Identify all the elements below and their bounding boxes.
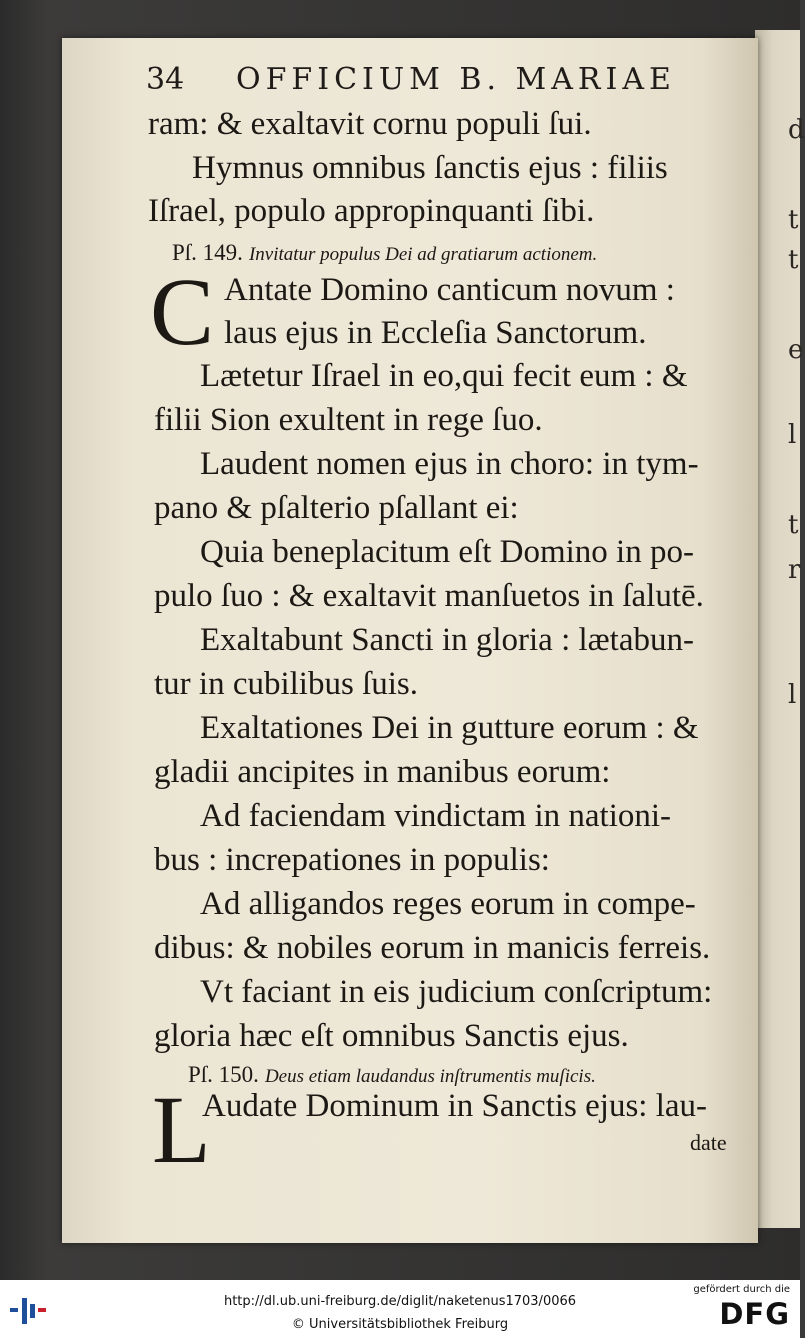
- facing-page-glyph: e: [788, 335, 804, 365]
- text-line: laus ejus in Eccleſia Sanctorum.: [224, 315, 647, 351]
- facing-page-glyph: l: [788, 420, 797, 450]
- psalm-caption: [172, 240, 597, 266]
- text-line: Laudent nomen ejus in choro: in tym-: [200, 446, 699, 482]
- running-head: [146, 62, 736, 102]
- text-line: ram: & exaltavit cornu populi ſui.: [148, 106, 592, 142]
- page-number: 34: [146, 62, 185, 97]
- psalm-caption: [188, 1062, 596, 1088]
- text-line: dibus: & nobiles eorum in manicis ferreis.: [154, 930, 711, 966]
- text-line: Vt faciant in eis judicium conſcriptum:: [200, 974, 713, 1010]
- permalink-url[interactable]: http://dl.ub.uni-freiburg.de/diglit/naketenus1703/0066: [223, 1294, 577, 1309]
- dfg-logo: DFG: [719, 1297, 790, 1331]
- text-line: Iſrael, populo appropinquanti ſibi.: [148, 193, 595, 229]
- facing-page-glyph: t: [788, 510, 799, 540]
- text-line: Ad alligandos reges eorum in compe-: [200, 886, 696, 922]
- text-line: Audate Dominum in Sanctis ejus: lau-: [202, 1088, 708, 1124]
- catchword: date: [690, 1130, 727, 1155]
- text-line: gladii ancipites in manibus eorum:: [154, 754, 611, 790]
- psalm-summary: Deus etiam laudandus inſtrumentis muſicis.: [264, 1066, 596, 1087]
- text-line: tur in cubilibus ſuis.: [154, 666, 418, 702]
- psalm-summary: Invitatur populus Dei ad gratiarum actionem.: [248, 244, 598, 265]
- psalm-number: Pſ. 149.: [172, 240, 243, 265]
- text-line: Ad faciendam vindictam in nationi-: [200, 798, 672, 834]
- facing-page-glyph: r: [788, 555, 801, 585]
- text-line: Exaltationes Dei in gutture eorum : &: [200, 710, 699, 746]
- viewer-footer: [0, 1280, 800, 1338]
- running-head-title: OFFICIUM B. MARIAE: [236, 62, 676, 97]
- copyright-notice: © Universitätsbibliothek Freiburg: [291, 1317, 509, 1332]
- text-line: Lætetur Iſrael in eo,qui fecit eum : &: [200, 358, 688, 394]
- facing-page-glyph: t: [788, 205, 799, 235]
- text-line: filii Sion exultent in rege ſuo.: [154, 402, 543, 438]
- facing-page-glyph: d: [788, 115, 805, 145]
- text-line: bus : increpationes in populis:: [154, 842, 550, 878]
- facing-page-glyph: l: [788, 680, 797, 710]
- drop-capital: L: [152, 1076, 211, 1183]
- psalm-number: Pſ. 150.: [188, 1062, 259, 1087]
- funding-note: gefördert durch die: [693, 1284, 790, 1295]
- text-line: Antate Domino canticum novum :: [224, 272, 675, 308]
- text-line: pano & pſalterio pſallant ei:: [154, 490, 519, 526]
- drop-capital: C: [150, 258, 215, 365]
- text-line: Exaltabunt Sancti in gloria : lætabun-: [200, 622, 694, 658]
- text-line: gloria hæc eſt omnibus Sanctis ejus.: [154, 1018, 629, 1054]
- text-line: Hymnus omnibus ſanctis ejus : filiis: [192, 150, 668, 186]
- text-line: Quia beneplacitum eſt Domino in po-: [200, 534, 694, 570]
- facing-page-glyph: t: [788, 245, 799, 275]
- text-line: pulo ſuo : & exaltavit manſuetos in ſalutē.: [154, 578, 704, 614]
